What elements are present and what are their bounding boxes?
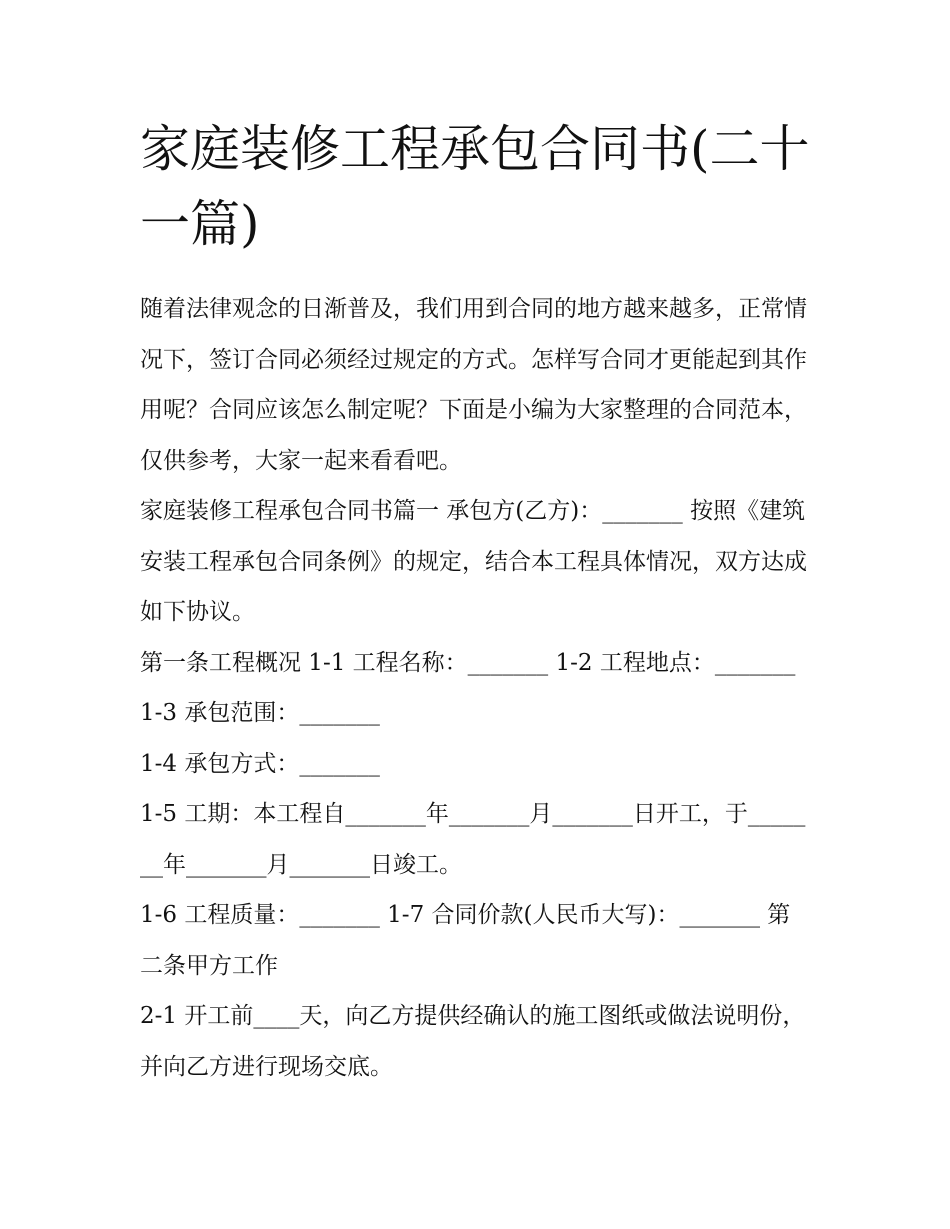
clause-1-6-quality-price: 1-6 工程质量：_______ 1-7 合同价款(人民币大写)：_______ 第二条甲方工作 xyxy=(140,902,791,979)
clause-1-5-schedule: 1-5 工期：本工程自_______年_______月_______日开工，于_______年_______月_______日竣工。 xyxy=(140,801,806,878)
clause-2-1-drawings: 2-1 开工前____天，向乙方提供经确认的施工图纸或做法说明份，并向乙方进行现场交底。 xyxy=(140,1003,806,1080)
document-title: 家庭装修工程承包合同书(二十一篇) xyxy=(140,120,810,253)
clause-1-4-method: 1-4 承包方式：_______ xyxy=(140,750,380,777)
contract-opening-paragraph: 家庭装修工程承包合同书篇一 承包方(乙方)：_______ 按照《建筑安装工程承包合同条例》的规定，结合本工程具体情况，双方达成如下协议。 xyxy=(140,498,807,625)
clause-1-3-scope: 1-3 承包范围：_______ xyxy=(140,700,380,726)
document-body xyxy=(140,112,812,1092)
intro-paragraph: 随着法律观念的日渐普及，我们用到合同的地方越来越多，正常情况下，签订合同必须经过规定的方式。怎样写合同才更能起到其作用呢？合同应该怎么制定呢？下面是小编为大家整理的合同范本，仅供参考，大家一起来看看吧。 xyxy=(140,296,807,474)
article-1-overview: 第一条工程概况 1-1 工程名称：_______ 1-2 工程地点：_______ xyxy=(140,649,796,676)
